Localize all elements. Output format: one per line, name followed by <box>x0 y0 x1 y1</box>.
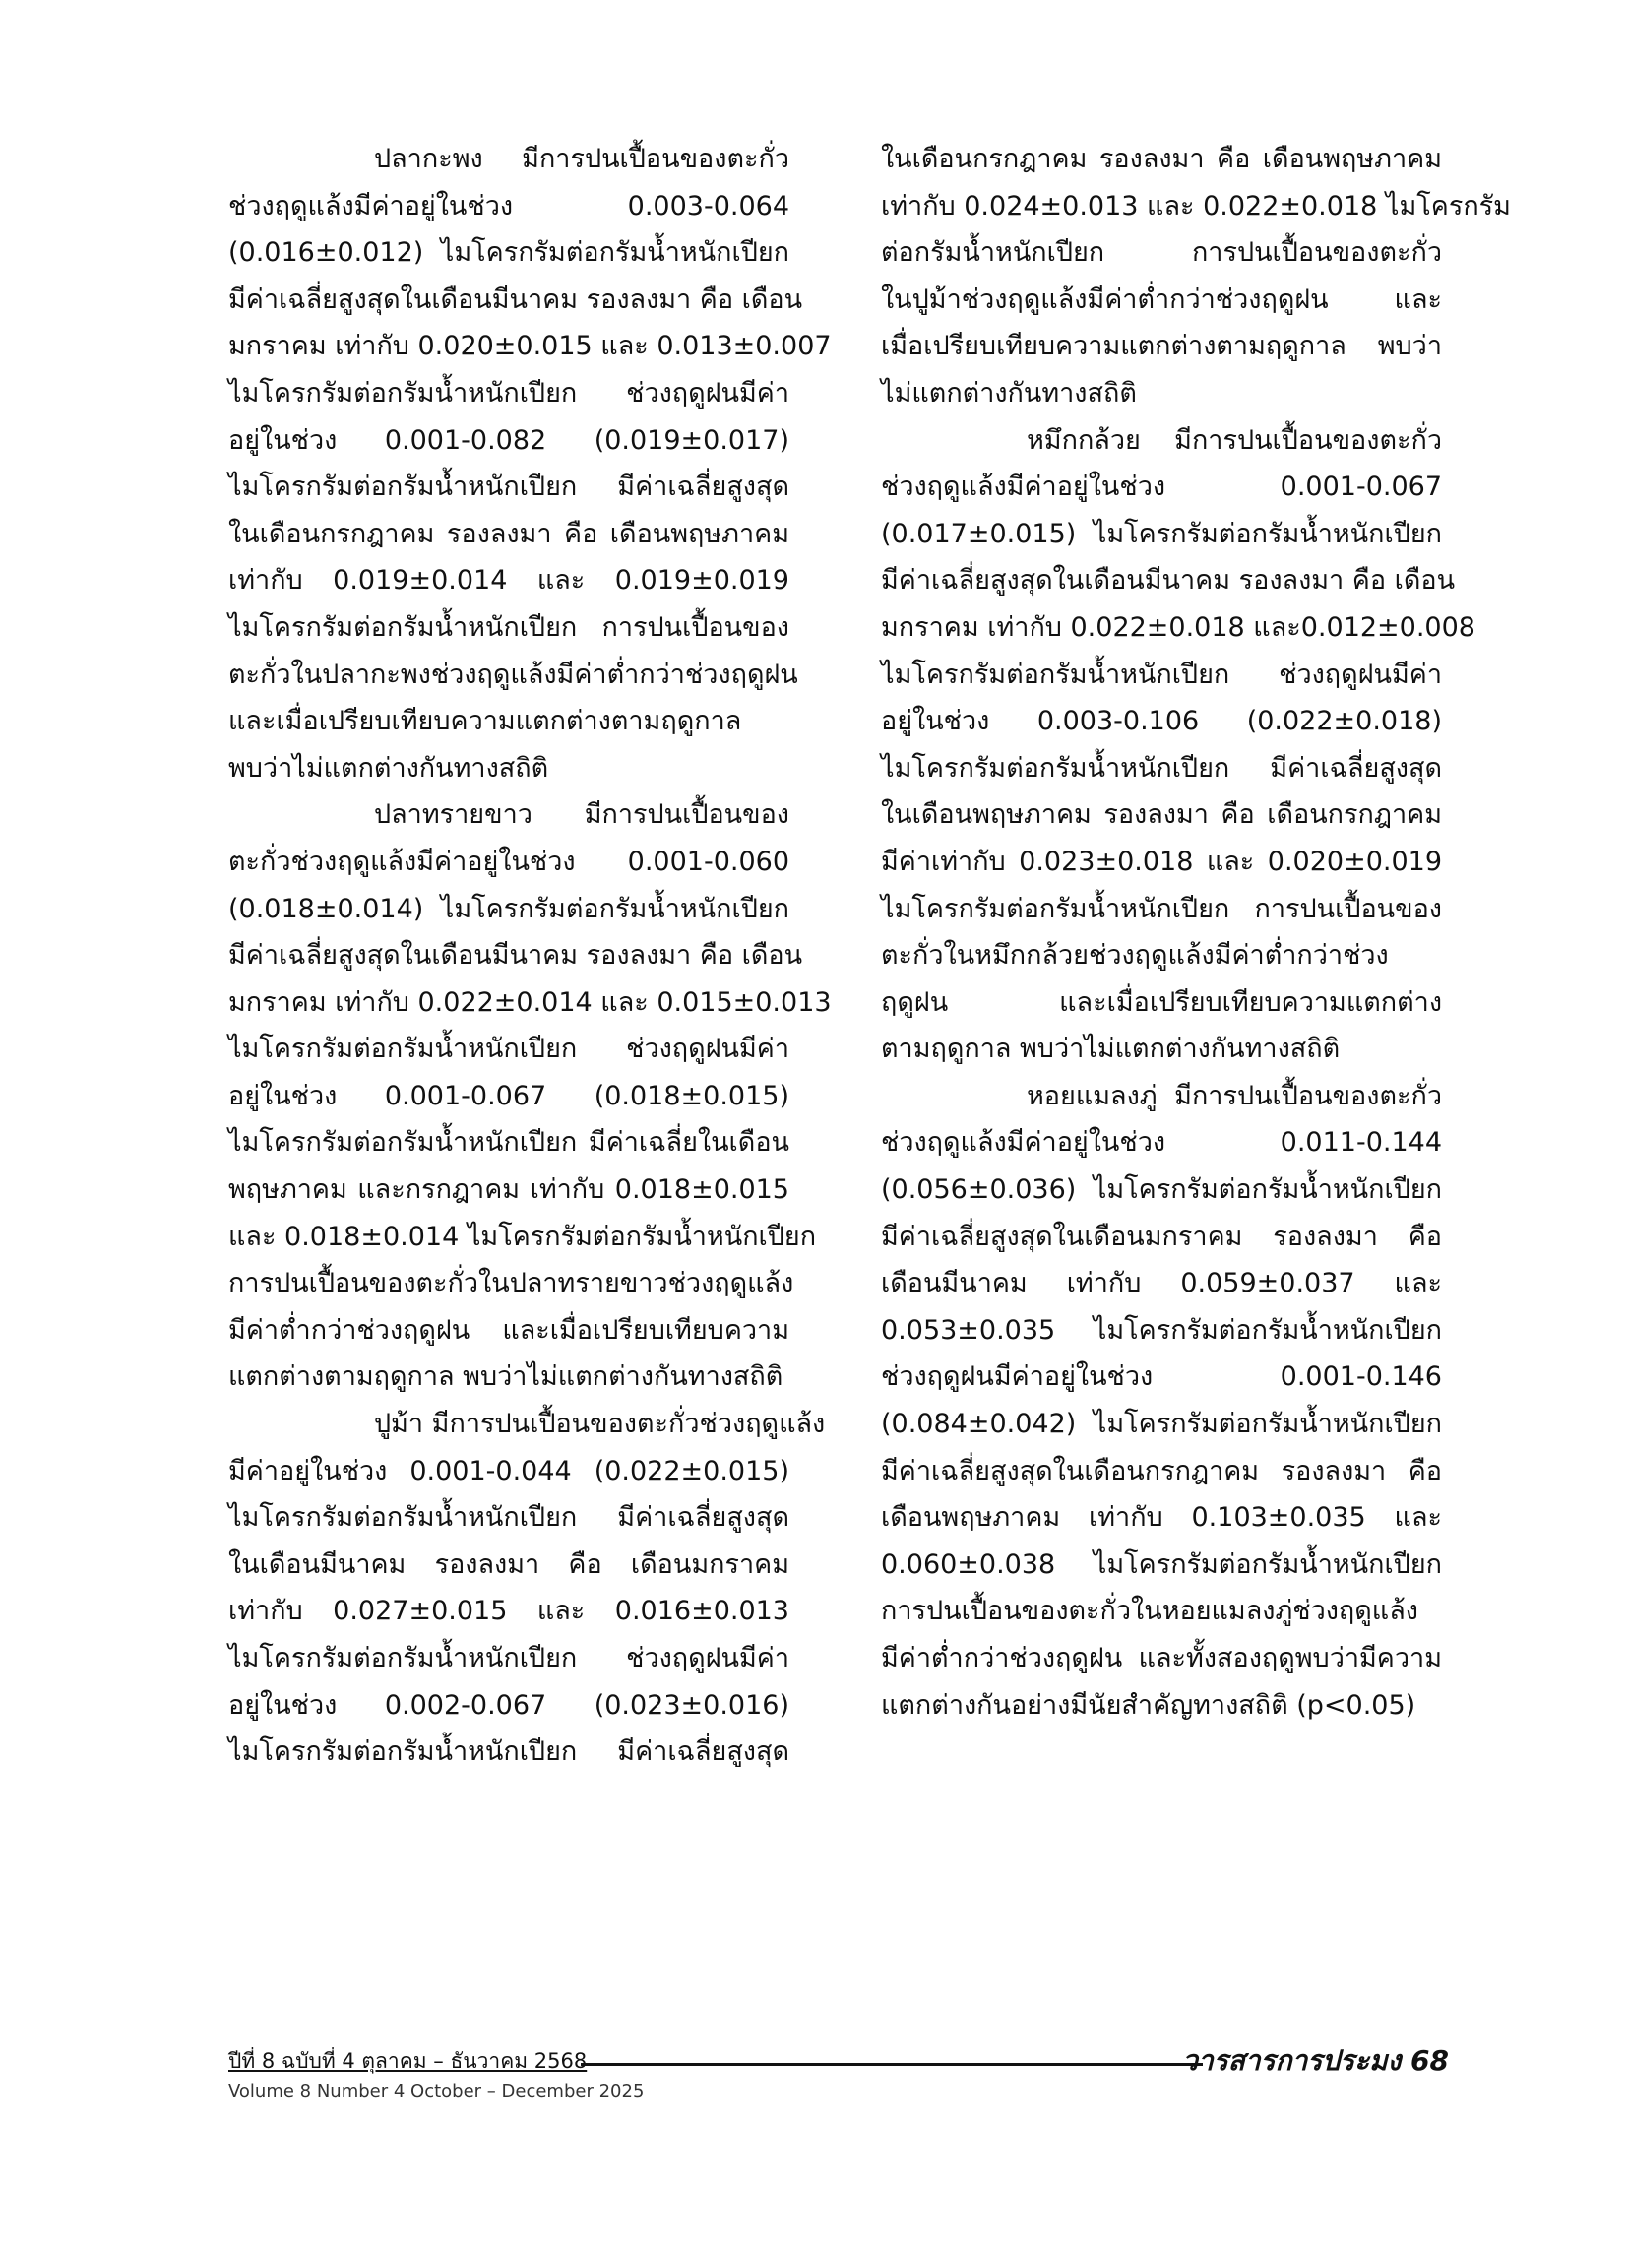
text-line: ไมโครกรัมต่อกรัมน้ำหนักเปียก ช่วงฤดูฝนมีค่า <box>228 1034 789 1065</box>
text-line: (0.084±0.042) ไมโครกรัมต่อกรัมน้ำหนักเปียก <box>881 1409 1442 1440</box>
text-line: มีค่าเฉลี่ยสูงสุดในเดือนมีนาคม รองลงมา คือ เดือน <box>228 940 803 972</box>
left-column <box>228 136 832 1776</box>
text-line: ช่วงฤดูแล้งมีค่าอยู่ในช่วง 0.011-0.144 <box>881 1127 1442 1159</box>
paragraph-start-line: ปลากะพง มีการปนเปื้อนของตะกั่ว <box>374 144 789 174</box>
text-line: ในเดือนกรกฎาคม รองลงมา คือ เดือนพฤษภาคม <box>881 144 1442 174</box>
text-line: มกราคม เท่ากับ 0.022±0.018 และ0.012±0.008 <box>881 611 1475 643</box>
text-line: ช่วงฤดูฝนมีค่าอยู่ในช่วง 0.001-0.146 <box>881 1361 1442 1393</box>
text-line: มีค่าต่ำกว่าช่วงฤดูฝน และเมื่อเปรียบเทียบความ <box>228 1314 789 1346</box>
text-line: ตะกั่วในปลากะพงช่วงฤดูแล้งมีค่าต่ำกว่าช่วงฤดูฝน <box>228 659 798 690</box>
text-line: และเมื่อเปรียบเทียบความแตกต่างตามฤดูกาล <box>228 706 742 737</box>
text-line: ไมโครกรัมต่อกรัมน้ำหนักเปียก มีค่าเฉลี่ยสูงสุด <box>881 752 1442 784</box>
paragraph-end-line: ตามฤดูกาล พบว่าไม่แตกต่างกันทางสถิติ <box>881 1034 1341 1065</box>
footer-divider <box>581 2063 1203 2066</box>
text-line: การปนเปื้อนของตะกั่วในปลาทรายขาวช่วงฤดูแล้ง <box>228 1268 794 1299</box>
text-line: เมื่อเปรียบเทียบความแตกต่างตามฤดูกาล พบว่า <box>881 331 1442 362</box>
text-line: ในเดือนมีนาคม รองลงมา คือ เดือนมกราคม <box>228 1548 789 1580</box>
text-line: มกราคม เท่ากับ 0.022±0.014 และ 0.015±0.013 <box>228 986 832 1018</box>
text-line: ในเดือนกรกฎาคม รองลงมา คือ เดือนพฤษภาคม <box>228 518 789 549</box>
text-line: ไมโครกรัมต่อกรัมน้ำหนักเปียก มีค่าเฉลี่ยสูงสุด <box>228 1736 789 1768</box>
paragraph-start-line: หมึกกล้วย มีการปนเปื้อนของตะกั่ว <box>1027 424 1442 456</box>
text-line: 0.053±0.035 ไมโครกรัมต่อกรัมน้ำหนักเปียก <box>881 1314 1442 1346</box>
text-line: มีค่าเฉลี่ยสูงสุดในเดือนมีนาคม รองลงมา คือ เดือน <box>881 565 1456 597</box>
text-line: ไมโครกรัมต่อกรัมน้ำหนักเปียก ช่วงฤดูฝนมีค่า <box>881 659 1442 690</box>
text-line: เท่ากับ 0.019±0.014 และ 0.019±0.019 <box>228 565 789 597</box>
text-line: มีค่าเฉลี่ยสูงสุดในเดือนกรกฎาคม รองลงมา คือ <box>881 1455 1442 1486</box>
paragraph-start-line: หอยแมลงภู่ มีการปนเปื้อนของตะกั่ว <box>1027 1080 1442 1111</box>
text-line: (0.016±0.012) ไมโครกรัมต่อกรัมน้ำหนักเปียก <box>228 237 789 269</box>
text-line: ในเดือนพฤษภาคม รองลงมา คือ เดือนกรกฎาคม <box>881 799 1442 831</box>
text-line: เดือนมีนาคม เท่ากับ 0.059±0.037 และ <box>881 1268 1442 1299</box>
text-line: ไมโครกรัมต่อกรัมน้ำหนักเปียก การปนเปื้อนของ <box>228 611 789 643</box>
text-line: ไมโครกรัมต่อกรัมน้ำหนักเปียก มีค่าเฉลี่ยสูงสุด <box>228 1502 789 1534</box>
text-line: การปนเปื้อนของตะกั่วในหอยแมลงภู่ช่วงฤดูแล้ง <box>881 1596 1418 1627</box>
text-line: มีค่าเท่ากับ 0.023±0.018 และ 0.020±0.019 <box>881 846 1442 877</box>
paragraph-start-line: ปูม้า มีการปนเปื้อนของตะกั่วช่วงฤดูแล้ง <box>374 1409 826 1440</box>
text-line: พฤษภาคม และกรกฎาคม เท่ากับ 0.018±0.015 <box>228 1174 789 1206</box>
text-line: เดือนพฤษภาคม เท่ากับ 0.103±0.035 และ <box>881 1502 1442 1534</box>
text-line: ตะกั่วในหมึกกล้วยช่วงฤดูแล้งมีค่าต่ำกว่าช่วง <box>881 940 1389 972</box>
text-line: อยู่ในช่วง 0.001-0.082 (0.019±0.017) <box>228 424 789 456</box>
journal-name-page-number: วารสารการประมง 68 <box>1182 2045 1449 2077</box>
text-line: และ 0.018±0.014 ไมโครกรัมต่อกรัมน้ำหนักเปียก <box>228 1221 817 1252</box>
paragraph-start-line: ปลาทรายขาว มีการปนเปื้อนของ <box>374 799 789 831</box>
page-footer <box>228 2046 1449 2102</box>
paragraph-end-line: แตกต่างกันอย่างมีนัยสำคัญทางสถิติ (p<0.05) <box>881 1689 1416 1721</box>
paragraph-end-line: ไม่แตกต่างกันทางสถิติ <box>881 377 1137 409</box>
right-column <box>881 136 1511 1729</box>
text-line: มีค่าอยู่ในช่วง 0.001-0.044 (0.022±0.015) <box>228 1455 789 1486</box>
text-line: มีค่าเฉลี่ยสูงสุดในเดือนมีนาคม รองลงมา คือ เดือน <box>228 284 803 315</box>
text-line: ตะกั่วช่วงฤดูแล้งมีค่าอยู่ในช่วง 0.001-0.060 <box>228 846 789 877</box>
paragraph-end-line: แตกต่างตามฤดูกาล พบว่าไม่แตกต่างกันทางสถิติ <box>228 1361 783 1393</box>
text-line: ไมโครกรัมต่อกรัมน้ำหนักเปียก ช่วงฤดูฝนมีค่า <box>228 377 789 409</box>
text-line: 0.060±0.038 ไมโครกรัมต่อกรัมน้ำหนักเปียก <box>881 1548 1442 1580</box>
text-line: (0.018±0.014) ไมโครกรัมต่อกรัมน้ำหนักเปียก <box>228 893 789 924</box>
text-line: เท่ากับ 0.024±0.013 และ 0.022±0.018 ไมโครกรัม <box>881 190 1511 221</box>
text-line: ฤดูฝน และเมื่อเปรียบเทียบความแตกต่าง <box>881 986 1442 1018</box>
text-line: ช่วงฤดูแล้งมีค่าอยู่ในช่วง 0.003-0.064 <box>228 190 789 221</box>
text-line: ไมโครกรัมต่อกรัมน้ำหนักเปียก การปนเปื้อนของ <box>881 893 1442 924</box>
text-line: (0.017±0.015) ไมโครกรัมต่อกรัมน้ำหนักเปียก <box>881 518 1442 549</box>
text-line: อยู่ในช่วง 0.002-0.067 (0.023±0.016) <box>228 1689 789 1721</box>
text-line: มีค่าเฉลี่ยสูงสุดในเดือนมกราคม รองลงมา คือ <box>881 1221 1442 1252</box>
text-line: ไมโครกรัมต่อกรัมน้ำหนักเปียก มีค่าเฉลี่ยสูงสุด <box>228 472 789 503</box>
issue-info-english: Volume 8 Number 4 October – December 2025 <box>228 2081 645 2102</box>
text-line: เท่ากับ 0.027±0.015 และ 0.016±0.013 <box>228 1596 789 1627</box>
text-line: ช่วงฤดูแล้งมีค่าอยู่ในช่วง 0.001-0.067 <box>881 472 1442 503</box>
text-line: ไมโครกรัมต่อกรัมน้ำหนักเปียก ช่วงฤดูฝนมีค่า <box>228 1643 789 1673</box>
text-line: ในปูม้าช่วงฤดูแล้งมีค่าต่ำกว่าช่วงฤดูฝน และ <box>881 284 1442 315</box>
text-line: ต่อกรัมน้ำหนักเปียก การปนเปื้อนของตะกั่ว <box>881 237 1442 269</box>
text-line: มีค่าต่ำกว่าช่วงฤดูฝน และทั้งสองฤดูพบว่ามีความ <box>881 1643 1442 1673</box>
paragraph-end-line: พบว่าไม่แตกต่างกันทางสถิติ <box>228 752 549 784</box>
text-line: มกราคม เท่ากับ 0.020±0.015 และ 0.013±0.007 <box>228 331 832 362</box>
footer-row <box>228 2046 1449 2079</box>
text-line: อยู่ในช่วง 0.001-0.067 (0.018±0.015) <box>228 1080 789 1111</box>
text-line: (0.056±0.036) ไมโครกรัมต่อกรัมน้ำหนักเปียก <box>881 1174 1442 1206</box>
text-line: อยู่ในช่วง 0.003-0.106 (0.022±0.018) <box>881 706 1442 737</box>
text-line: ไมโครกรัมต่อกรัมน้ำหนักเปียก มีค่าเฉลี่ยในเดือน <box>228 1127 789 1159</box>
issue-info-thai: ปีที่ 8 ฉบับที่ 4 ตุลาคม – ธันวาคม 2568 <box>228 2049 588 2073</box>
